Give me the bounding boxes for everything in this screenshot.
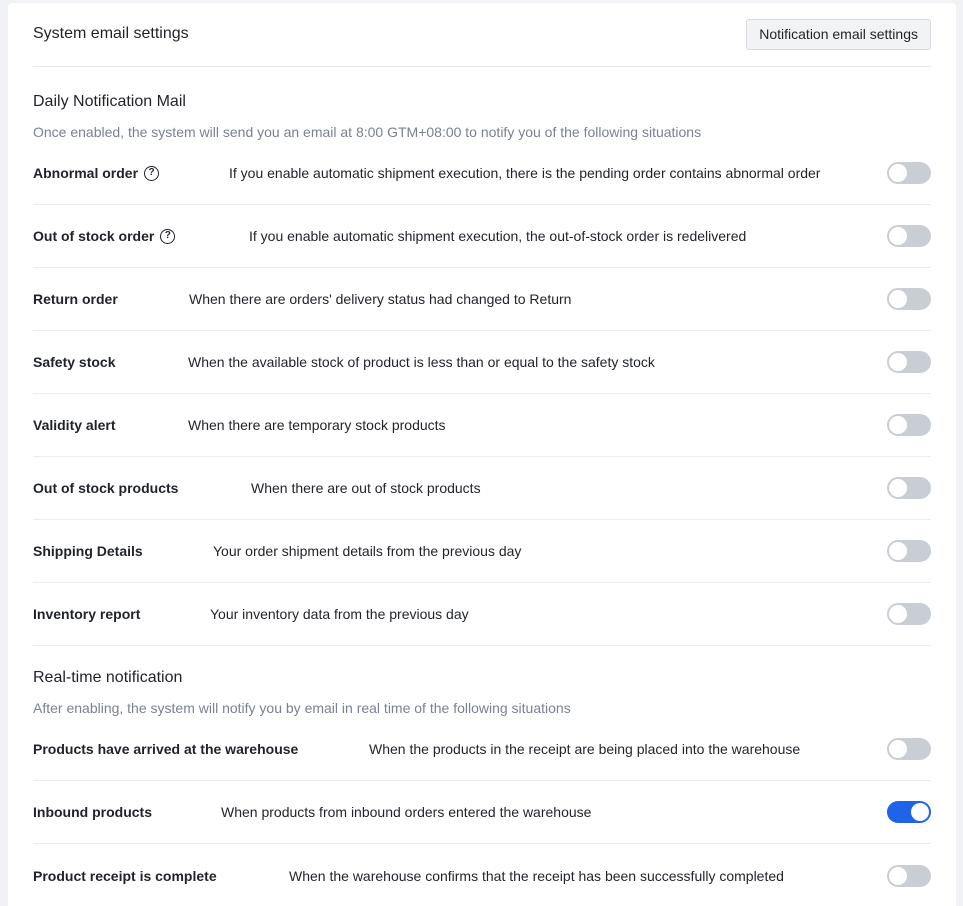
- setting-description: When products from inbound orders entered the warehouse: [221, 804, 592, 820]
- setting-row-receipt-complete: [33, 844, 931, 906]
- setting-label: Return order: [33, 291, 118, 307]
- setting-row-out-of-stock-order: [33, 205, 931, 268]
- return-order-toggle[interactable]: [887, 288, 931, 310]
- out-of-stock-order-toggle[interactable]: [887, 225, 931, 247]
- realtime-section-title: Real-time notification: [33, 669, 183, 686]
- setting-label: Products have arrived at the warehouse: [33, 741, 299, 757]
- realtime-list: [33, 718, 931, 906]
- setting-label: Validity alert: [33, 417, 116, 433]
- setting-row-return-order: [33, 268, 931, 331]
- help-icon[interactable]: ?: [144, 166, 159, 181]
- setting-row-abnormal-order: [33, 142, 931, 205]
- settings-panel: [8, 3, 956, 906]
- setting-description: If you enable automatic shipment execution, the out-of-stock order is redelivered: [249, 228, 747, 244]
- setting-label: Shipping Details: [33, 543, 143, 559]
- setting-description: Your inventory data from the previous day: [210, 606, 469, 622]
- realtime-section-description: After enabling, the system will notify you by email in real time of the following situations: [33, 700, 571, 716]
- setting-label: Safety stock: [33, 354, 116, 370]
- out-of-stock-products-toggle[interactable]: [887, 477, 931, 499]
- setting-row-shipping-details: [33, 520, 931, 583]
- safety-stock-toggle[interactable]: [887, 351, 931, 373]
- setting-row-validity-alert: [33, 394, 931, 457]
- setting-description: When the warehouse confirms that the receipt has been successfully completed: [289, 867, 784, 884]
- setting-label: Inventory report: [33, 606, 141, 622]
- setting-row-out-of-stock-products: [33, 457, 931, 520]
- inventory-report-toggle[interactable]: [887, 603, 931, 625]
- inbound-products-toggle[interactable]: [887, 801, 931, 823]
- setting-label: Product receipt is complete: [33, 867, 217, 884]
- settings-content: [33, 3, 931, 906]
- abnormal-order-toggle[interactable]: [887, 162, 931, 184]
- products-arrived-toggle[interactable]: [887, 738, 931, 760]
- help-icon[interactable]: ?: [160, 229, 175, 244]
- setting-label: Out of stock products: [33, 480, 179, 496]
- setting-description: If you enable automatic shipment execution, there is the pending order contains abnormal order: [229, 165, 821, 181]
- setting-label: Abnormal order: [33, 165, 139, 181]
- setting-description: Your order shipment details from the previous day: [213, 543, 522, 559]
- receipt-complete-toggle[interactable]: [887, 865, 931, 887]
- setting-label: Out of stock order: [33, 228, 155, 244]
- setting-description: When the available stock of product is less than or equal to the safety stock: [188, 354, 655, 370]
- shipping-details-toggle[interactable]: [887, 540, 931, 562]
- setting-row-inbound-products: [33, 781, 931, 844]
- daily-section-title: Daily Notification Mail: [33, 93, 186, 110]
- notification-email-settings-button[interactable]: Notification email settings: [746, 19, 931, 50]
- validity-alert-toggle[interactable]: [887, 414, 931, 436]
- panel-header: [33, 3, 931, 67]
- setting-row-products-arrived: [33, 718, 931, 781]
- setting-description: When there are orders' delivery status had changed to Return: [189, 291, 572, 307]
- daily-section-description: Once enabled, the system will send you an email at 8:00 GTM+08:00 to notify you of the following situations: [33, 124, 702, 140]
- setting-description: When the products in the receipt are being placed into the warehouse: [369, 741, 801, 757]
- daily-list: [33, 142, 931, 646]
- setting-row-inventory-report: [33, 583, 931, 646]
- setting-row-safety-stock: [33, 331, 931, 394]
- page-title: System email settings: [33, 25, 189, 42]
- setting-label: Inbound products: [33, 804, 152, 820]
- setting-description: When there are temporary stock products: [188, 417, 446, 433]
- setting-description: When there are out of stock products: [251, 480, 481, 496]
